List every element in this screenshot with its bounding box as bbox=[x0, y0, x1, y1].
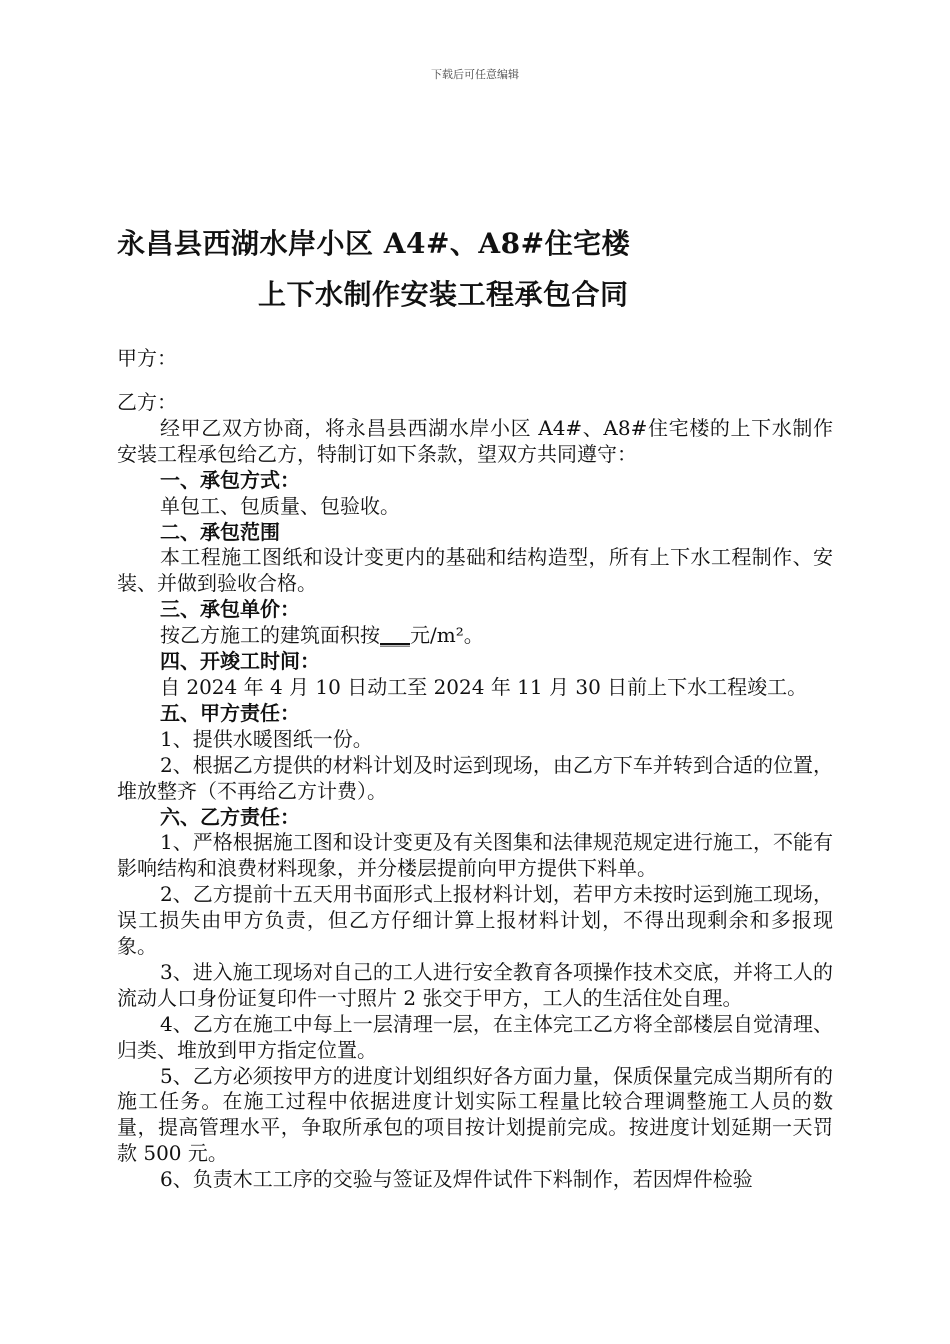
contract-body bbox=[117, 390, 833, 1193]
unit-price-prefix: 按乙方施工的建筑面积按 bbox=[160, 623, 380, 648]
party-a-label: 甲方： bbox=[117, 346, 177, 370]
section-heading: 一、承包方式： bbox=[160, 467, 300, 492]
section-heading: 二、承包范围 bbox=[160, 519, 280, 544]
unit-price-suffix: 元/m²。 bbox=[410, 623, 484, 648]
section-paragraph: 1、提供水暖图纸一份。 bbox=[160, 726, 373, 751]
section-heading: 四、开竣工时间： bbox=[160, 649, 320, 674]
section-paragraph: 1、严格根据施工图和设计变更及有关图集和法律规范规定进行施工，不能有影响结构和浪费材料现象，并分楼层提前向甲方提供下料单。 bbox=[117, 830, 833, 881]
section-paragraph: 2、根据乙方提供的材料计划及时运到现场，由乙方下车并转到合适的位置，堆放整齐（不再给乙方计费）。 bbox=[117, 752, 833, 803]
contract-title-line-2: 上下水制作安装工程承包合同 bbox=[258, 278, 629, 311]
section-paragraph: 单包工、包质量、包验收。 bbox=[160, 493, 400, 518]
party-b-label: 乙方： bbox=[117, 390, 177, 414]
section-paragraph: 自 2024 年 4 月 10 日动工至 2024 年 11 月 30 日前上下水工程竣工。 bbox=[160, 674, 808, 699]
section-heading: 三、承包单价： bbox=[160, 597, 300, 622]
contract-title-line-1: 永昌县西湖水岸小区 A4#、A8#住宅楼 bbox=[117, 227, 631, 260]
intro-paragraph: 经甲乙双方协商，将永昌县西湖水岸小区 A4#、A8#住宅楼的上下水制作安装工程承包给乙方，特制订如下条款，望双方共同遵守： bbox=[117, 415, 833, 466]
section-paragraph: 5、乙方必须按甲方的进度计划组织好各方面力量，保质保量完成当期所有的施工任务。在施工过程中依据进度计划实际工程量比较合理调整施工人员的数量，提高管理水平，争取所承包的项目按计划提前完成。按进度计划延期一天罚款 500 元。 bbox=[117, 1063, 833, 1166]
header-note: 下载后可任意编辑 bbox=[431, 68, 519, 81]
section-paragraph: 6、负责木工工序的交验与签证及焊件试件下料制作，若因焊件检验 bbox=[160, 1167, 753, 1192]
section-heading: 六、乙方责任： bbox=[160, 804, 300, 829]
section-paragraph: 本工程施工图纸和设计变更内的基础和结构造型，所有上下水工程制作、安装、并做到验收合格。 bbox=[117, 545, 833, 596]
section-paragraph: 2、乙方提前十五天用书面形式上报材料计划，若甲方未按时运到施工现场，误工损失由甲方负责，但乙方仔细计算上报材料计划，不得出现剩余和多报现象。 bbox=[117, 882, 833, 959]
section-heading: 五、甲方责任： bbox=[160, 700, 300, 725]
section-paragraph: 3、进入施工现场对自己的工人进行安全教育各项操作技术交底，并将工人的流动人口身份证复印件一寸照片 2 张交于甲方，工人的生活住处自理。 bbox=[117, 959, 833, 1010]
unit-price-blank: ___ bbox=[380, 623, 410, 648]
unit-price-paragraph bbox=[117, 623, 833, 649]
section-paragraph: 4、乙方在施工中每上一层清理一层，在主体完工乙方将全部楼层自觉清理、归类、堆放到甲方指定位置。 bbox=[117, 1011, 833, 1062]
